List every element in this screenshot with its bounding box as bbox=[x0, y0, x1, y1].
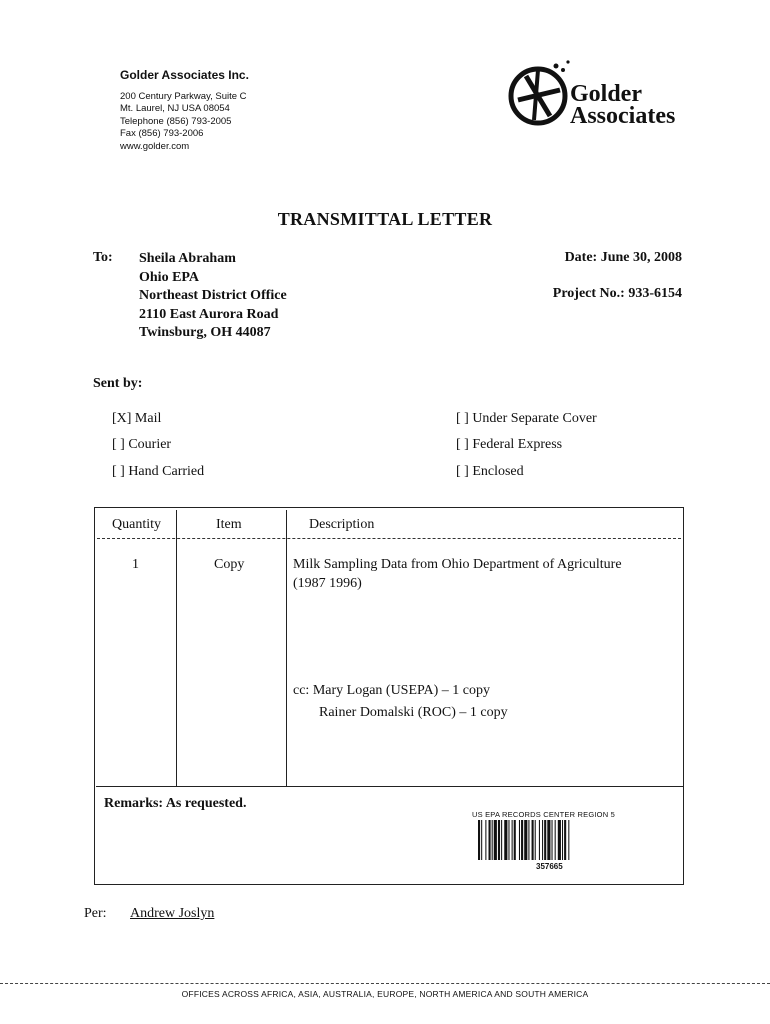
cell-quantity: 1 bbox=[132, 557, 139, 572]
column-divider bbox=[176, 510, 177, 786]
column-divider bbox=[286, 510, 287, 786]
sent-by-label: Sent by: bbox=[93, 376, 143, 391]
address-line: Telephone (856) 793-2005 bbox=[120, 115, 232, 127]
recipient-address bbox=[139, 250, 287, 343]
address-line: Fax (856) 793-2006 bbox=[120, 128, 204, 140]
address-line: Mt. Laurel, NJ USA 08054 bbox=[120, 103, 230, 115]
address-line: 200 Century Parkway, Suite C bbox=[120, 91, 247, 102]
cell-item: Copy bbox=[214, 557, 245, 572]
header-item: Item bbox=[216, 517, 242, 532]
recipient-line: Northeast District Office bbox=[139, 288, 287, 303]
document-title: TRANSMITTAL LETTER bbox=[277, 209, 493, 229]
logo-text-golder: Golder bbox=[570, 81, 642, 107]
footer-divider bbox=[0, 983, 770, 984]
cc-line: cc: Mary Logan (USEPA) – 1 copy bbox=[293, 683, 491, 698]
recipient-line: Twinsburg, OH 44087 bbox=[139, 325, 271, 340]
company-address bbox=[120, 91, 247, 153]
option-enclosed: [ ] Enclosed bbox=[456, 464, 524, 479]
recipient-line: Sheila Abraham bbox=[139, 251, 236, 266]
date: Date: June 30, 2008 bbox=[564, 250, 682, 265]
company-name: Golder Associates Inc. bbox=[120, 68, 249, 82]
header-description: Description bbox=[309, 517, 375, 532]
remarks-divider bbox=[96, 786, 683, 787]
per-label: Per: bbox=[84, 906, 107, 921]
recipient-line: Ohio EPA bbox=[139, 269, 200, 285]
golder-logo-emblem bbox=[508, 56, 574, 130]
cc-line: Rainer Domalski (ROC) – 1 copy bbox=[319, 705, 508, 720]
header-divider bbox=[97, 538, 681, 539]
option-mail: [X] Mail bbox=[112, 411, 162, 426]
remarks: Remarks: As requested. bbox=[104, 796, 247, 811]
signature: Andrew Joslyn bbox=[130, 906, 215, 921]
option-courier: [ ] Courier bbox=[112, 437, 172, 452]
option-hand-carried: [ ] Hand Carried bbox=[112, 464, 205, 479]
to-label: To: bbox=[93, 250, 113, 265]
recipient-line: 2110 East Aurora Road bbox=[139, 306, 279, 322]
barcode-number: 357665 bbox=[536, 862, 563, 871]
barcode-label: US EPA RECORDS CENTER REGION 5 bbox=[472, 810, 615, 819]
option-under-separate-cover: [ ] Under Separate Cover bbox=[456, 411, 597, 426]
cell-description-line1: Milk Sampling Data from Ohio Department of Agriculture bbox=[293, 557, 622, 572]
option-federal-express: [ ] Federal Express bbox=[456, 437, 563, 452]
cell-description-line2: (1987 1996) bbox=[293, 576, 362, 591]
footer-offices: OFFICES ACROSS AFRICA, ASIA, AUSTRALIA, EUROPE, NORTH AMERICA AND SOUTH AMERICA bbox=[181, 989, 589, 999]
logo-text-associates: Associates bbox=[570, 103, 676, 129]
project-number: Project No.: 933-6154 bbox=[552, 286, 682, 301]
address-line: www.golder.com bbox=[120, 140, 190, 152]
header-quantity: Quantity bbox=[112, 517, 161, 532]
barcode bbox=[478, 820, 640, 864]
